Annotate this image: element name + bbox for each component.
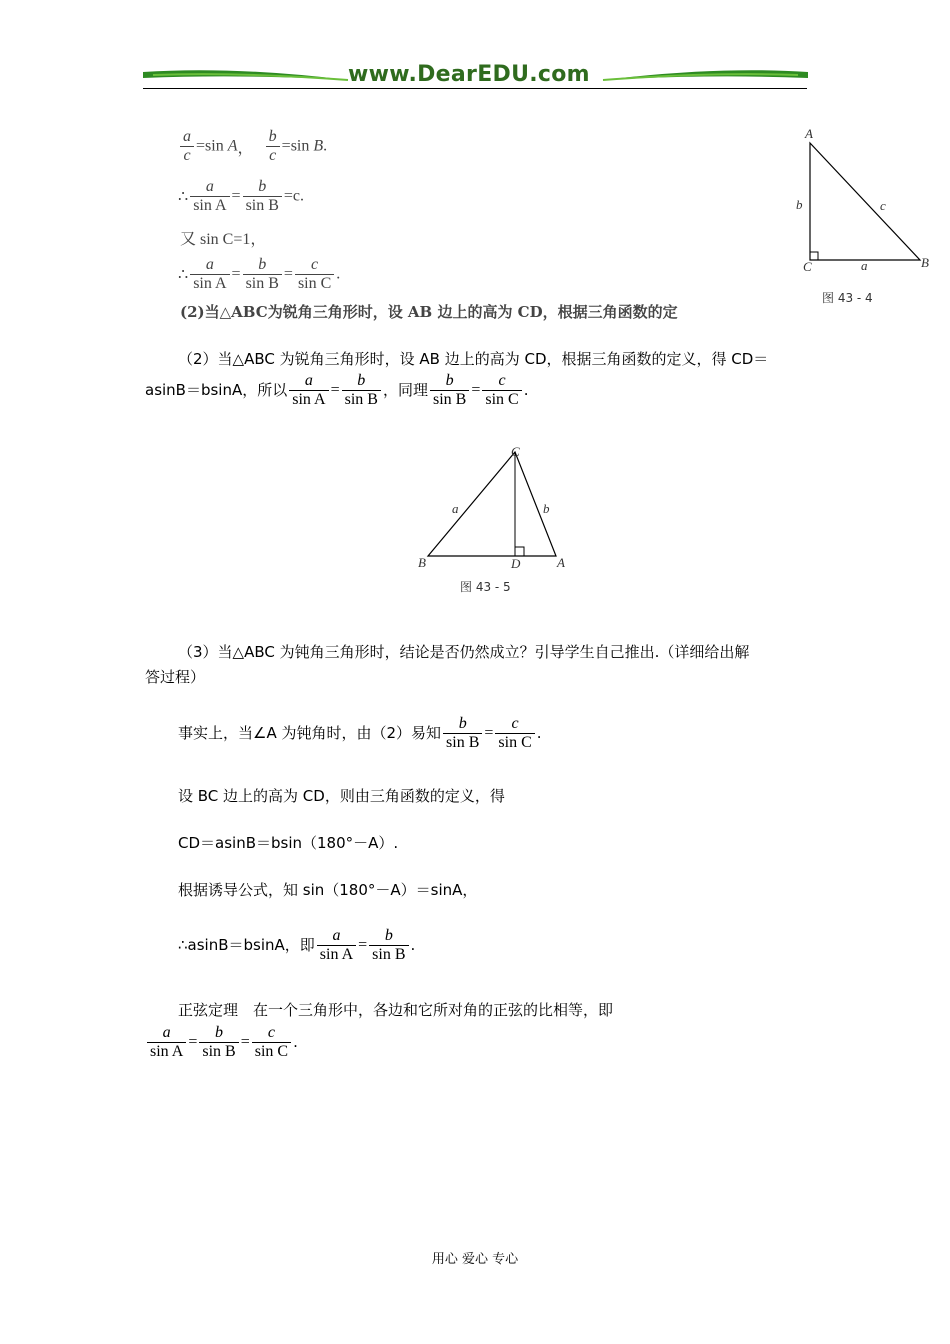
vertex-label-C: C [803,259,812,274]
right-angle-mark [515,547,524,556]
fraction: $\frac{a}{c}$ [180,128,194,165]
vertex-label-B: B [418,555,426,570]
foot-label-D: D [511,556,521,571]
fraction: $\frac{b}{c}$ [266,128,280,165]
side-label-c: c [880,198,886,213]
fraction: $\frac{b}{\text{sin B}}$ [369,927,408,964]
vertex-label-B: B [921,255,929,270]
fraction: $\frac{b}{\text{sin B}}$ [342,372,381,409]
paragraph-8: ∴asinB＝bsinA，即 $\frac{a}{\text{sin A}}$ = $\frac{b}{\text{sin B}}$ . [178,927,416,963]
vertex-label-A: A [805,126,813,141]
scanned-line-3: 又 sin C=1， [180,231,267,248]
scanned-line-1: $\frac{a}{c}$ =sin A， $\frac{b}{c}$ =sin B. [178,128,327,165]
paragraph-6: CD＝asinB＝bsin（180°－A）. [178,834,399,852]
fraction: $\frac{b}{\text{sin B}}$ [243,256,282,293]
fraction: $\frac{b}{\text{sin B}}$ [430,372,469,409]
fraction: $\frac{a}{\text{sin A}}$ [317,927,356,964]
header-swoosh-right [598,64,808,86]
fraction: $\frac{a}{\text{sin A}}$ [190,256,229,293]
paragraph-5: 设 BC 边上的高为 CD，则由三角函数的定义，得 [178,787,505,805]
side-label-a: a [452,501,459,516]
header-logo[interactable]: www.DearEDU.com [348,62,590,87]
scanned-line-4: ∴ $\frac{a}{\text{sin A}}$ = $\frac{b}{\text{sin B}}$ = $\frac{c}{\text{sin C}}$ . [178,256,341,292]
fraction: $\frac{c}{\text{sin C}}$ [495,715,534,752]
scanned-line-2: ∴ $\frac{a}{\text{sin A}}$ = $\frac{b}{\text{sin B}}$ =c. [178,178,305,214]
fraction: $\frac{c}{\text{sin C}}$ [252,1024,291,1061]
paragraph-3-line-1: （3）当△ABC 为钝角三角形时，结论是否仍然成立？引导学生自己推出.（详细给出解 [178,643,750,661]
triangle-outline [810,143,920,260]
fraction: $\frac{c}{\text{sin C}}$ [482,372,521,409]
page-footer: 用心 爱心 专心 [431,1252,519,1267]
paragraph-2-line-1: （2）当△ABC 为锐角三角形时，设 AB 边上的高为 CD，根据三角函数的定义，得 CD＝ [178,350,769,368]
paragraph-4: 事实上，当∠A 为钝角时，由（2）易知 $\frac{b}{\text{sin B}}$ = $\frac{c}{\text{sin C}}$ . [178,715,542,751]
sine-law-statement: 正弦定理 在一个三角形中，各边和它所对角的正弦的比相等，即 [178,1001,614,1019]
scanned-line-5: (2)当△ABC为锐角三角形时，设 AB 边上的高为 CD，根据三角函数的定 [180,303,678,321]
fraction: $\frac{a}{\text{sin A}}$ [147,1024,186,1061]
figure-right-triangle [785,125,935,310]
vertex-label-C: C [511,444,520,459]
fraction: $\frac{b}{\text{sin B}}$ [443,715,482,752]
triangle-outline [428,452,556,556]
paragraph-2-line-2: asinB＝bsinA，所以 $\frac{a}{\text{sin A}}$ = $\frac{b}{\text{sin B}}$ ，同理 $\frac{b}{\text{sin B}}$ = $\frac{c}{\text{sin C}}$ . [145,372,529,408]
fraction: $\frac{a}{\text{sin A}}$ [289,372,328,409]
sine-law-formula: $\frac{a}{\text{sin A}}$ = $\frac{b}{\text{sin B}}$ = $\frac{c}{\text{sin C}}$ . [145,1024,298,1061]
side-label-b: b [543,501,550,516]
paragraph-3-line-2: 答过程） [145,668,206,686]
header-rule [143,88,807,89]
paragraph-7: 根据诱导公式，知 sin（180°－A）＝sinA， [178,881,478,899]
fraction: $\frac{c}{\text{sin C}}$ [295,256,334,293]
page-header [143,60,807,92]
header-swoosh-left [143,64,353,86]
figure-caption: 图 43 - 5 [460,580,511,594]
figure-caption: 图 43 - 4 [822,291,873,305]
fraction: $\frac{a}{\text{sin A}}$ [190,178,229,215]
side-label-a: a [861,258,868,273]
fraction: $\frac{b}{\text{sin B}}$ [243,178,282,215]
fraction: $\frac{b}{\text{sin B}}$ [199,1024,238,1061]
figure-acute-triangle [410,440,580,600]
side-label-b: b [796,197,803,212]
vertex-label-A: A [557,555,565,570]
